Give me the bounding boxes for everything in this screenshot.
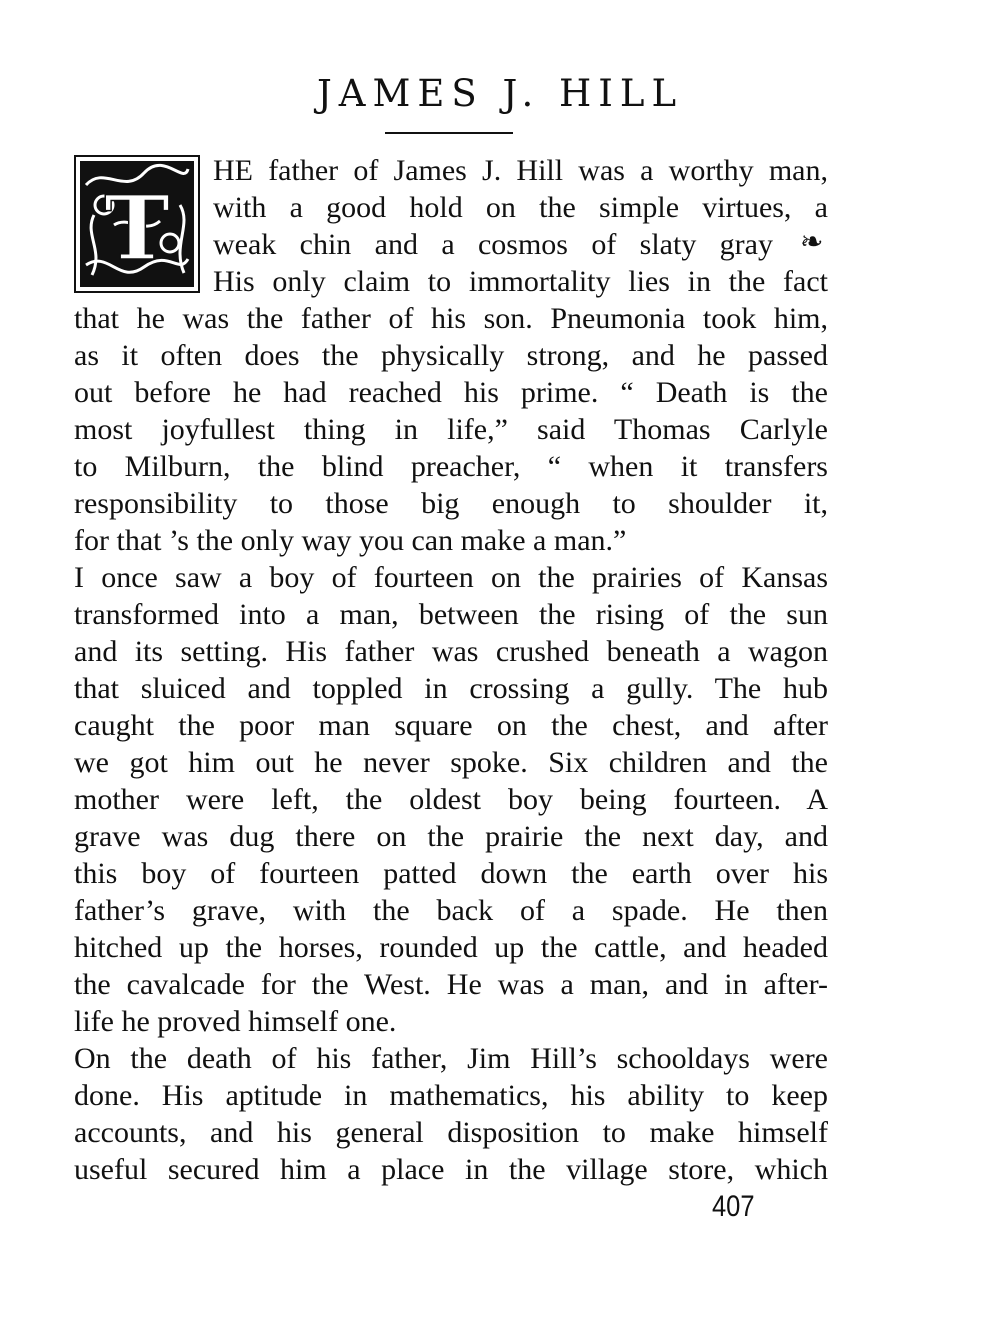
text-line: caught the poor man square on the chest, and after xyxy=(74,709,828,742)
text-line: On the death of his father, Jim Hill’s schooldays were xyxy=(74,1042,828,1075)
text-line: we got him out he never spoke. Six children and the xyxy=(74,746,828,779)
page-number: 407 xyxy=(712,1190,755,1223)
text-line: that sluiced and toppled in crossing a gully. The hub xyxy=(74,672,828,705)
text-line: mother were left, the oldest boy being fourteen. A xyxy=(74,783,828,816)
text-line: this boy of fourteen patted down the earth over his xyxy=(74,857,828,890)
text-line: His only claim to immortality lies in the fact xyxy=(213,265,828,298)
drop-cap-letter: T xyxy=(104,176,170,280)
drop-cap-ornament xyxy=(74,155,200,293)
text-line: I once saw a boy of fourteen on the prairies of Kansas xyxy=(74,561,828,594)
title-rule xyxy=(385,132,513,134)
text-line: with a good hold on the simple virtues, a xyxy=(213,191,828,224)
text-line: out before he had reached his prime. “ Death is the xyxy=(74,376,828,409)
text-line: that he was the father of his son. Pneumonia took him, xyxy=(74,302,828,335)
text-line: most joyfullest thing in life,” said Thomas Carlyle xyxy=(74,413,828,446)
text-line: father’s grave, with the back of a spade. He then xyxy=(74,894,828,927)
text-line: done. His aptitude in mathematics, his ability to keep xyxy=(74,1079,828,1112)
text-line: transformed into a man, between the rising of the sun xyxy=(74,598,828,631)
text-line: HE father of James J. Hill was a worthy man, xyxy=(213,154,828,187)
ornament-icon: ❧ xyxy=(800,225,824,258)
text-line: and its setting. His father was crushed beneath a wagon xyxy=(74,635,828,668)
text-line: hitched up the horses, rounded up the cattle, and headed xyxy=(74,931,828,964)
text-line: as it often does the physically strong, and he passed xyxy=(74,339,828,372)
text-line: the cavalcade for the West. He was a man, and in after- xyxy=(74,968,828,1001)
text-line: to Milburn, the blind preacher, “ when it transfers xyxy=(74,450,828,483)
running-head: JAMES J. HILL xyxy=(316,72,684,115)
text-line: weak chin and a cosmos of slaty gray xyxy=(213,228,773,261)
text-line: grave was dug there on the prairie the next day, and xyxy=(74,820,828,853)
text-line: for that ’s the only way you can make a man.” xyxy=(74,524,627,557)
text-line: useful secured him a place in the village store, which xyxy=(74,1153,828,1186)
text-line: life he proved himself one. xyxy=(74,1005,397,1038)
text-line: responsibility to those big enough to shoulder it, xyxy=(74,487,828,520)
text-line: accounts, and his general disposition to make himself xyxy=(74,1116,828,1149)
